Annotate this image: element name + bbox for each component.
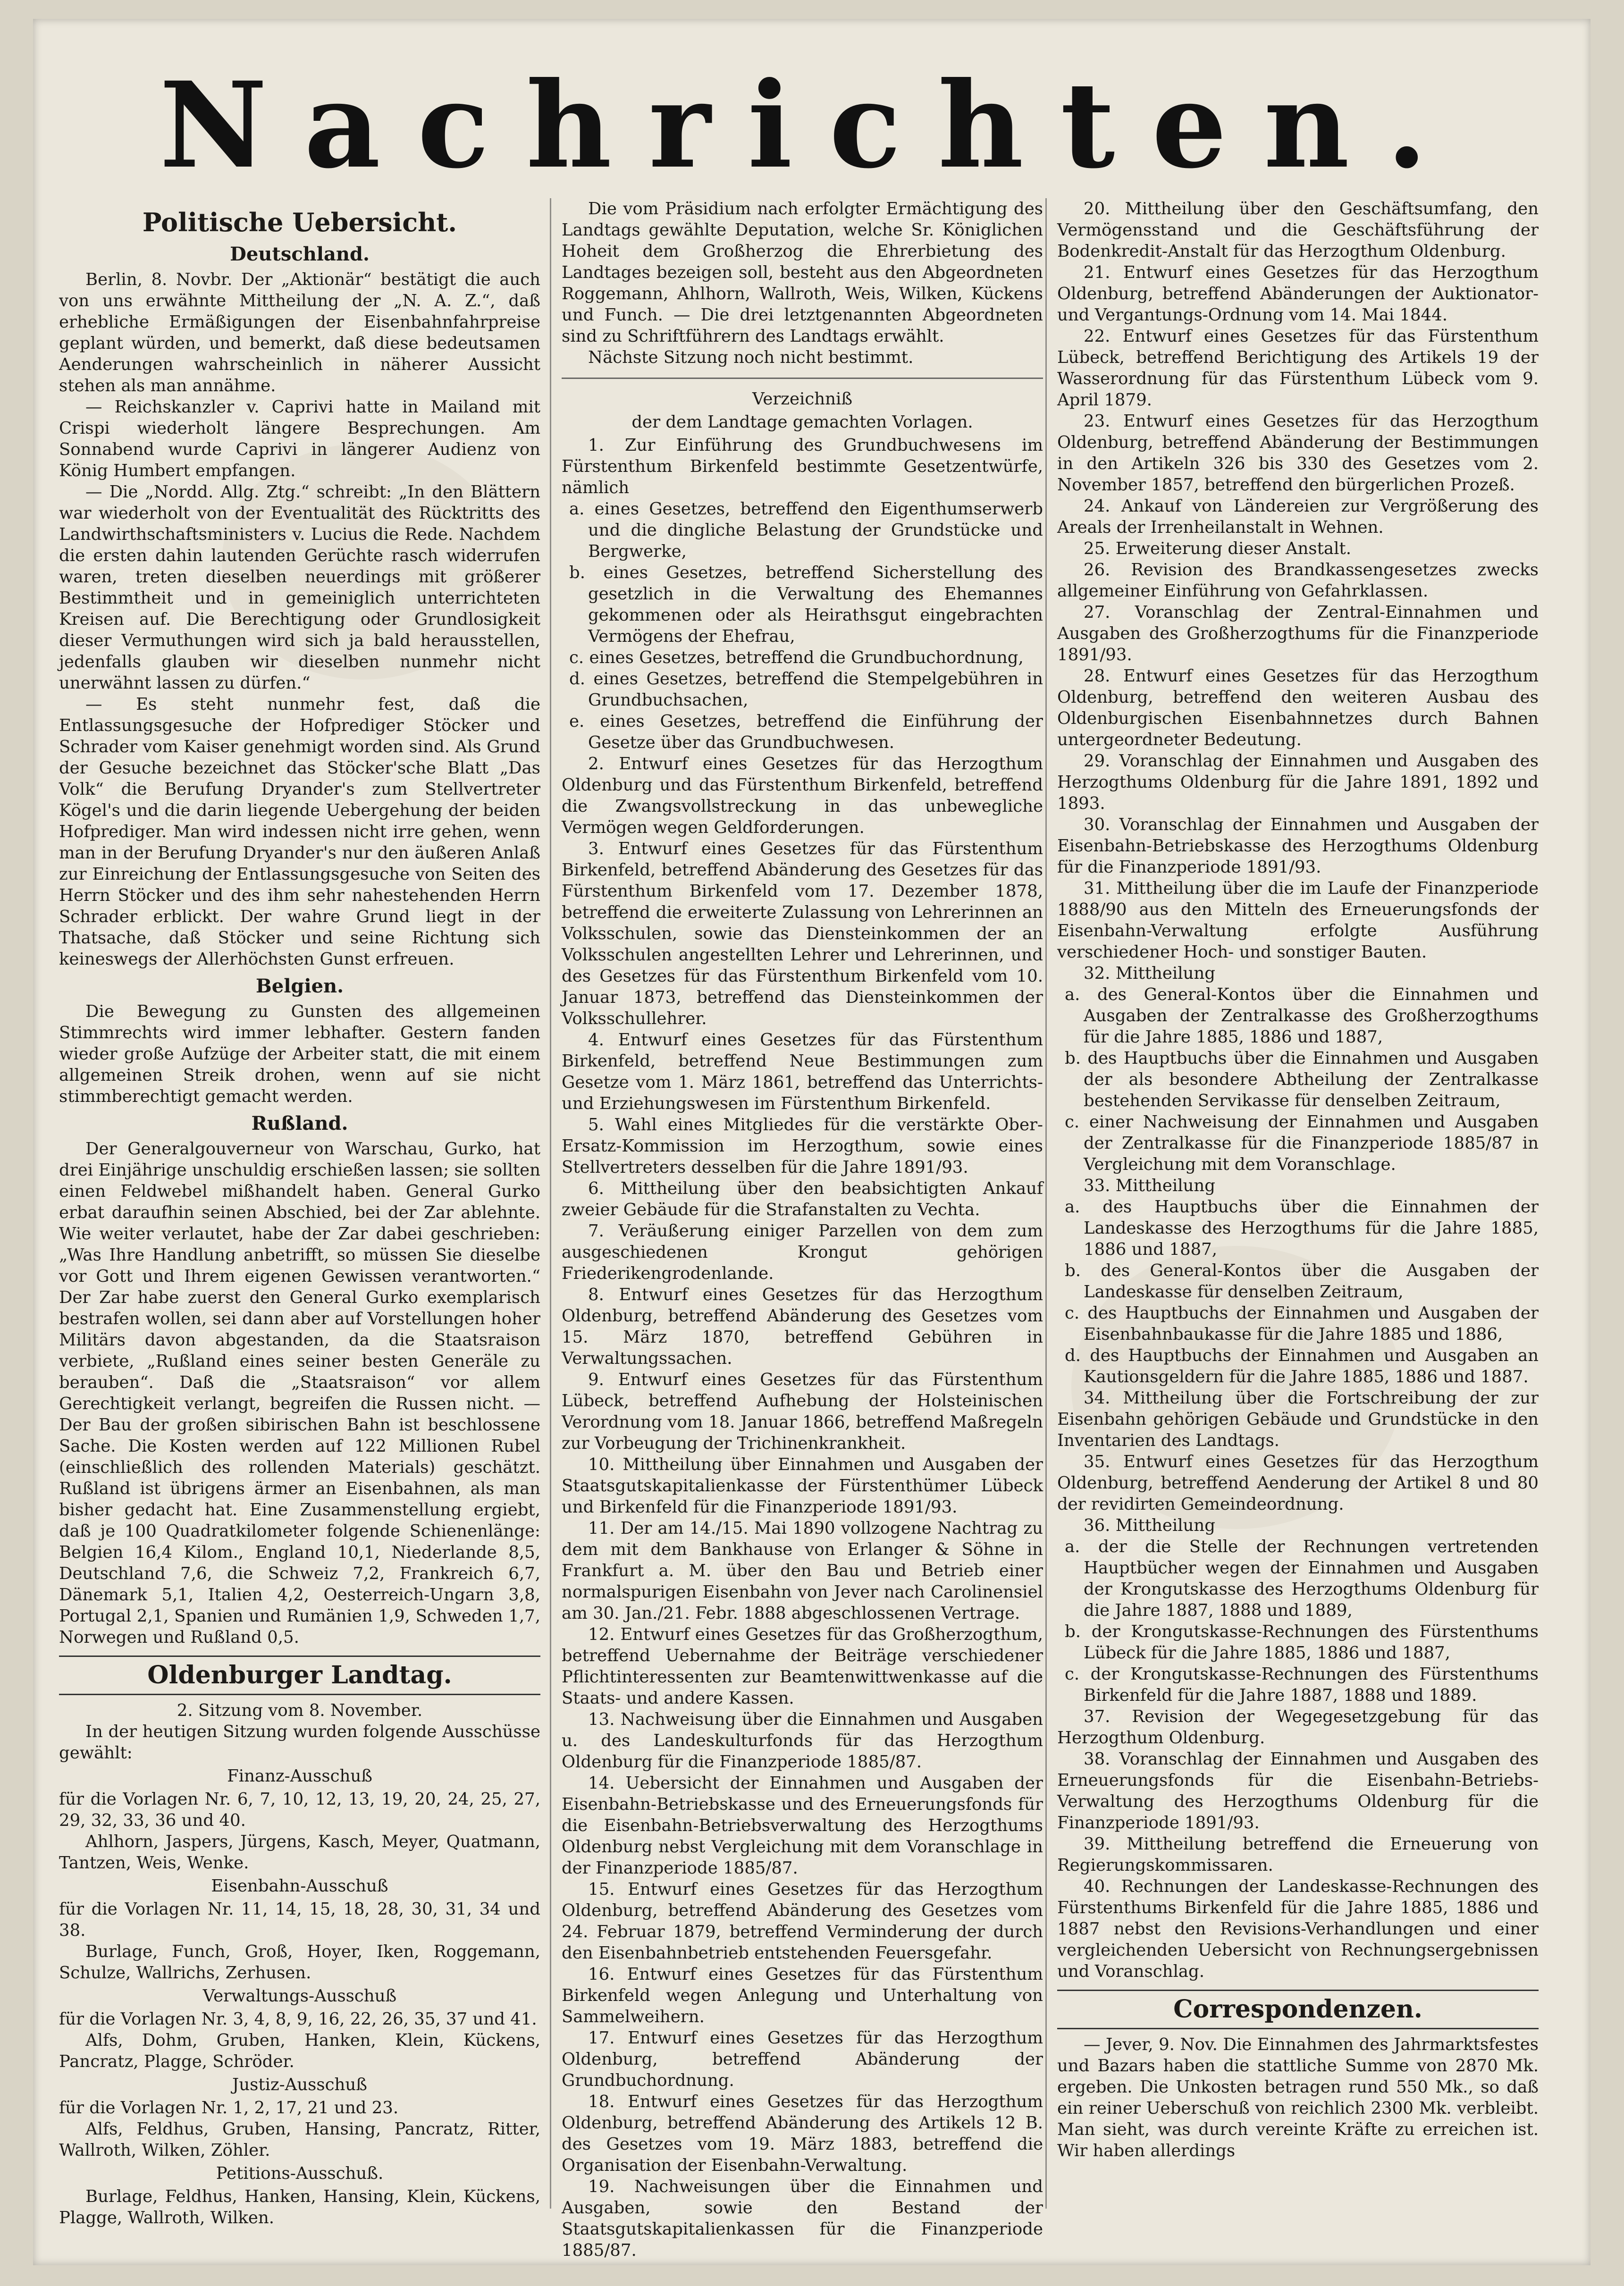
committee-title: Verwaltungs-Ausschuß: [202, 1986, 397, 2006]
list-item: 27. Voranschlag der Zentral-Einnahmen und Ausgaben des Großherzogthums für die Finanzperiode 1891/93.: [1057, 603, 1539, 664]
list-item: 5. Wahl eines Mitgliedes für die verstärkte Ober-Ersatz-Kommission im Herzogthum, sowie eines Stellvertreters desselben für die Jahre 1891/93.: [562, 1115, 1043, 1177]
list-title: Verzeichniß: [752, 389, 853, 409]
list-subitem: b. eines Gesetzes, betreffend Sicherstellung des gesetzlich in die Verwaltung des Ehemannes gekommenen oder als Heirathsgut eingebrachten Vermögens der Ehefrau,: [569, 563, 1043, 646]
list-subitem: c. des Hauptbuchs der Einnahmen und Ausgaben der Eisenbahnbaukasse für die Jahre 1885 und 1886,: [1065, 1303, 1539, 1344]
list-item: 21. Entwurf eines Gesetzes für das Herzogthum Oldenburg, betreffend Abänderungen der Auktionator- und Vergantungs-Ordnung vom 14. Mai 1844.: [1057, 263, 1539, 325]
list-item: 22. Entwurf eines Gesetzes für das Fürstenthum Lübeck, betreffend Berichtigung des Artikels 19 der Wasserordnung für das Fürstenthum Lübeck vom 9. April 1879.: [1057, 327, 1539, 410]
masthead: [33, 47, 1590, 203]
list-item: 14. Uebersicht der Einnahmen und Ausgaben der Eisenbahn-Betriebskasse und des Erneuerungsfonds für die Eisenbahn-Betriebsverwaltung des Herzogthums Oldenburg nebst Vergleichung mit dem Voranschlage in der Finanzperiode 1885/87.: [562, 1773, 1043, 1878]
list-item: 4. Entwurf eines Gesetzes für das Fürstenthum Birkenfeld, betreffend Neue Bestimmungen zum Gesetze vom 1. März 1861, betreffend das Unterrichts- und Erziehungswesen im Fürstenthum Birkenfeld.: [562, 1030, 1043, 1113]
list-item: 33. Mittheilung: [1084, 1176, 1216, 1195]
committee-members: Alfs, Dohm, Gruben, Hanken, Klein, Kückens, Pancratz, Plagge, Schröder.: [59, 2031, 540, 2071]
list-item: 17. Entwurf eines Gesetzes für das Herzogthum Oldenburg, betreffend Abänderung der Grundbuchordnung.: [562, 2028, 1043, 2090]
committee-text: für die Vorlagen Nr. 6, 7, 10, 12, 13, 19, 20, 24, 25, 27, 29, 32, 33, 36 und 40.: [59, 1790, 540, 1830]
committee-text: für die Vorlagen Nr. 1, 2, 17, 21 und 23.: [59, 2098, 399, 2118]
list-item: 37. Revision der Wegegesetzgebung für das Herzogthum Oldenburg.: [1057, 1707, 1539, 1748]
divider: [562, 378, 1043, 379]
committee-text: für die Vorlagen Nr. 3, 4, 8, 9, 16, 22, 26, 35, 37 und 41.: [59, 2009, 537, 2029]
list-subitem: e. eines Gesetzes, betreffend die Einführung der Gesetze über das Grundbuchwesen.: [569, 712, 1043, 752]
committee-members: Ahlhorn, Jaspers, Jürgens, Kasch, Meyer, Quatmann, Tantzen, Weis, Wenke.: [59, 1832, 540, 1873]
list-item: 31. Mittheilung über die im Laufe der Finanzperiode 1888/90 aus den Mitteln des Erneuerungsfonds der Eisenbahn-Verwaltung erfolgte Ausführung verschiedener Hoch- und sonstiger Bauten.: [1057, 879, 1539, 962]
list-subitem: b. des Hauptbuchs über die Einnahmen und Ausgaben der als besondere Abtheilung der Zentralkasse bestehenden Servikasse für denselben Zeitraum,: [1065, 1049, 1539, 1110]
list-item: 29. Voranschlag der Einnahmen und Ausgaben des Herzogthums Oldenburg für die Jahre 1891, 1892 und 1893.: [1057, 751, 1539, 813]
article-paragraph: Der Generalgouverneur von Warschau, Gurko, hat drei Einjährige unschuldig erschießen lassen; sie sollten einen Feldwebel mißhandelt haben. General Gurko erbat daraufhin seinen Abschied, bei der Zar ablehnte. Wie weiter verlautet, habe der Zar dabei geschrieben: „Was Ihre Handlung anbetrifft, so müssen Sie dieselbe vor Gott und Ihrem eigenen Gewissen verantworten.“ Der Zar habe zuerst den General Gurko exemplarisch bestrafen wollen, sei dann aber auf Vorstellungen hoher Militärs davon abgestanden, da die Staatsraison verbiete, „Rußland eines seiner besten Generäle zu berauben“. Daß die „Staatsraison“ vor allem Gerechtigkeit verlangt, begreifen die Russen nicht. — Der Bau der großen sibirischen Bahn ist beschlossene Sache. Die Kosten werden auf 122 Millionen Rubel (einschließlich des rollenden Materials) geschätzt. Rußland ist übrigens ärmer an Eisenbahnen, als man bisher gedacht hat. Eine Zusammenstellung ergiebt, daß je 100 Quadratkilometer folgende Schienenlänge: Belgien 16,4 Kilom., England 10,1, Niederlande 8,5, Deutschland 7,6, die Schweiz 7,2, Frankreich 6,7, Dänemark 5,1, Italien 4,2, Oesterreich-Ungarn 3,8, Portugal 2,1, Spanien und Rumänien 1,9, Schweden 1,7, Norwegen und Rußland 0,5.: [59, 1139, 540, 1647]
article-paragraph: Berlin, 8. Novbr. Der „Aktionär“ bestätigt die auch von uns erwähnte Mittheilung der „N. A. Z.“, daß erhebliche Ermäßigungen der Eisenbahnfahrpreise geplant würden, und bemerkt, daß diese bedeutsamen Aenderungen wahrscheinlich in näherer Aussicht stehen als man annähme.: [59, 270, 540, 395]
list-item: 9. Entwurf eines Gesetzes für das Fürstenthum Lübeck, betreffend Aufhebung der Holsteinischen Verordnung vom 18. Januar 1866, betreffend Maßregeln zur Vorbeugung der Trichinenkrankheit.: [562, 1370, 1043, 1453]
list-item: 11. Der am 14./15. Mai 1890 vollzogene Nachtrag zu dem mit dem Bankhause von Erlanger & Söhne in Frankfurt a. M. über den Bau und Betrieb einer normalspurigen Eisenbahn von Jever nach Carolinensiel am 30. Jan./21. Febr. 1888 abgeschlossenen Vertrage.: [562, 1519, 1043, 1623]
list-subitem: d. eines Gesetzes, betreffend die Stempelgebühren in Grundbuchsachen,: [569, 669, 1043, 710]
committee-text: für die Vorlagen Nr. 11, 14, 15, 18, 28, 30, 31, 34 und 38.: [59, 1899, 540, 1940]
list-item: 18. Entwurf eines Gesetzes für das Herzogthum Oldenburg, betreffend Abänderung des Artikels 12 B. des Gesetzes vom 19. März 1883, betreffend die Organisation der Eisenbahn-Verwaltung.: [562, 2092, 1043, 2175]
article-paragraph: Nächste Sitzung noch nicht bestimmt.: [588, 348, 914, 367]
list-item: 25. Erweiterung dieser Anstalt.: [1084, 539, 1351, 558]
article-paragraph: — Die „Nordd. Allg. Ztg.“ schreibt: „In den Blättern war wiederholt von der Eventualität des Rücktritts des Landwirthschaftsministers v. Lucius die Rede. Nachdem die ersten dahin lautenden Gerüchte rasch widerrufen waren, treten dieselben neuerdings mit größerer Bestimmtheit und in gemeiniglich unterrichteten Kreisen auf. Die Berechtigung oder Grundlosigkeit dieser Vermuthungen wird sich ja bald herausstellen, jedenfalls glauben wir dieselben nunmehr nicht unerwähnt lassen zu dürfen.“: [59, 482, 540, 693]
list-item: 35. Entwurf eines Gesetzes für das Herzogthum Oldenburg, betreffend Aenderung der Artikel 8 und 80 der revidirten Gemeindeordnung.: [1057, 1452, 1539, 1514]
list-subitem: d. des Hauptbuchs der Einnahmen und Ausgaben an Kautionsgeldern für die Jahre 1885, 1886 und 1887.: [1065, 1346, 1539, 1387]
list-subitem: a. eines Gesetzes, betreffend den Eigenthumserwerb und die dingliche Belastung der Grundstücke und Bergwerke,: [569, 499, 1043, 561]
list-subitem: a. der die Stelle der Rechnungen vertretenden Hauptbücher wegen der Einnahmen und Ausgaben der Krongutskasse des Herzogthums Oldenburg für die Jahre 1887, 1888 und 1889,: [1065, 1537, 1539, 1620]
list-item: 23. Entwurf eines Gesetzes für das Herzogthum Oldenburg, betreffend Abänderung der Bestimmungen in den Artikeln 326 bis 330 des Gesetzes vom 2. November 1857, betreffend den bürgerlichen Prozeß.: [1057, 412, 1539, 495]
list-item: 32. Mittheilung: [1084, 964, 1216, 983]
committee-title: Finanz-Ausschuß: [227, 1766, 372, 1786]
list-item: 3. Entwurf eines Gesetzes für das Fürstenthum Birkenfeld, betreffend Abänderung des Gesetzes für das Fürstenthum Birkenfeld vom 17. Dezember 1878, betreffend die erweiterte Zulassung von Lehrerinnen an Volksschulen, sowie das Diensteinkommen der an Volksschulen angestellten Lehrer und Lehrerinnen, und des Gesetzes für das Fürstenthum Birkenfeld vom 10. Januar 1873, betreffend das Diensteinkommen der Volksschullehrer.: [562, 839, 1043, 1028]
column-2: [562, 198, 1043, 2260]
list-item: 8. Entwurf eines Gesetzes für das Herzogthum Oldenburg, betreffend Abänderung des Gesetzes vom 15. März 1870, betreffend Gebühren in Verwaltungssachen.: [562, 1285, 1043, 1368]
list-item: 40. Rechnungen der Landeskasse-Rechnungen des Fürstenthums Birkenfeld für die Jahre 1885, 1886 und 1887 nebst den Revisions-Verhandlungen und einer vergleichenden Uebersicht von Rechnungsergebnissen und Voranschlag.: [1057, 1877, 1539, 1981]
list-subitem: b. des General-Kontos über die Ausgaben der Landeskasse für denselben Zeitraum,: [1065, 1261, 1539, 1302]
column-3: [1057, 198, 1539, 2218]
section-heading: Politische Uebersicht.: [142, 207, 457, 237]
committee-title: Petitions-Ausschuß.: [216, 2164, 384, 2183]
list-subitem: c. der Krongutskasse-Rechnungen des Fürstenthums Birkenfeld für die Jahre 1887, 1888 und 1889.: [1065, 1664, 1539, 1705]
list-item: 34. Mittheilung über die Fortschreibung der zur Eisenbahn gehörigen Gebäude und Grundstücke in den Inventarien des Landtags.: [1057, 1388, 1539, 1450]
subheading-belgien: Belgien.: [255, 975, 344, 997]
list-item: 10. Mittheilung über Einnahmen und Ausgaben der Staatsgutskapitalienkasse der Fürstenthümer Lübeck und Birkenfeld für die Finanzperiode 1891/93.: [562, 1455, 1043, 1517]
list-item: 12. Entwurf eines Gesetzes für das Großherzogthum, betreffend Uebernahme der Beiträge verschiedener Pflichtinteressenten zur Beamtenwittwenkasse auf die Staats- und andere Kassen.: [562, 1625, 1043, 1708]
subheading-deutschland: Deutschland.: [230, 243, 370, 265]
list-item: 6. Mittheilung über den beabsichtigten Ankauf zweier Gebäude für die Strafanstalten zu Vechta.: [562, 1179, 1043, 1219]
list-item: 36. Mittheilung: [1084, 1516, 1216, 1535]
column-1: [59, 198, 540, 2227]
session-line: 2. Sitzung vom 8. November.: [177, 1701, 423, 1720]
list-item: 20. Mittheilung über den Geschäftsumfang, den Vermögensstand und die Geschäftsführung der Bodenkredit-Anstalt für das Herzogthum Oldenburg.: [1057, 199, 1539, 261]
committee-members: Burlage, Feldhus, Hanken, Hansing, Klein, Kückens, Plagge, Wallroth, Wilken.: [59, 2187, 540, 2227]
committee-members: Alfs, Feldhus, Gruben, Hansing, Pancratz, Ritter, Wallroth, Wilken, Zöhler.: [59, 2119, 540, 2160]
section-heading-landtag: Oldenburger Landtag.: [59, 1656, 540, 1695]
list-subitem: b. der Krongutskasse-Rechnungen des Fürstenthums Lübeck für die Jahre 1885, 1886 und 1887,: [1065, 1622, 1539, 1663]
list-item: 28. Entwurf eines Gesetzes für das Herzogthum Oldenburg, betreffend den weiteren Ausbau des Oldenburgischen Eisenbahnnetzes durch Bahnen untergeordneter Bedeutung.: [1057, 666, 1539, 749]
list-item: 13. Nachweisung über die Einnahmen und Ausgaben u. des Landeskulturfonds für das Herzogthum Oldenburg für die Finanzperiode 1885/87.: [562, 1710, 1043, 1772]
article-paragraph: Die vom Präsidium nach erfolgter Ermächtigung des Landtags gewählte Deputation, welche Sr. Königlichen Hoheit dem Großherzog die Ehrerbietung des Landtages bezeigen soll, besteht aus den Abgeordneten Roggemann, Ahlhorn, Wallroth, Weis, Wilken, Kückens und Funch. — Die drei letztgenannten Abgeordneten sind zu Schriftführern des Landtags erwählt.: [562, 199, 1043, 346]
list-item: 16. Entwurf eines Gesetzes für das Fürstenthum Birkenfeld wegen Anlegung und Unterhaltung von Sammelweihern.: [562, 1965, 1043, 2026]
list-item: 19. Nachweisungen über die Einnahmen und Ausgaben, sowie den Bestand der Staatsgutskapitalienkassen für die Finanzperiode 1885/87.: [562, 2177, 1043, 2260]
list-item: 30. Voranschlag der Einnahmen und Ausgaben der Eisenbahn-Betriebskasse des Herzogthums Oldenburg für die Finanzperiode 1891/93.: [1057, 815, 1539, 877]
committee-title: Justiz-Ausschuß: [232, 2075, 367, 2094]
list-item: 26. Revision des Brandkassengesetzes zwecks allgemeiner Einführung von Gefahrklassen.: [1057, 560, 1539, 601]
column-rule: [1045, 198, 1047, 2209]
list-item: 7. Veräußerung einiger Parzellen von dem zum ausgeschiedenen Krongut gehörigen Friederikengrodenlande.: [562, 1221, 1043, 1283]
column-rule: [550, 198, 551, 2209]
list-item: 24. Ankauf von Ländereien zur Vergrößerung des Areals der Irrenheilanstalt in Wehnen.: [1057, 496, 1539, 537]
masthead-title: Nachrichten.: [159, 56, 1464, 194]
list-subtitle: der dem Landtage gemachten Vorlagen.: [631, 412, 973, 432]
newspaper-page: [33, 19, 1590, 2265]
committee-title: Eisenbahn-Ausschuß: [211, 1876, 388, 1896]
list-subitem: a. des General-Kontos über die Einnahmen und Ausgaben der Zentralkasse des Großherzogthums für die Jahre 1885, 1886 und 1887,: [1065, 985, 1539, 1047]
list-item: 39. Mittheilung betreffend die Erneuerung von Regierungskommissaren.: [1057, 1834, 1539, 1875]
list-subitem: a. des Hauptbuchs über die Einnahmen der Landeskasse des Herzogthums für die Jahre 1885, 1886 und 1887,: [1065, 1197, 1539, 1259]
subheading-russland: Rußland.: [251, 1112, 348, 1135]
article-paragraph: — Reichskanzler v. Caprivi hatte in Mailand mit Crispi wiederholt längere Besprechungen. Am Sonnabend wurde Caprivi in längerer Audienz von König Humbert empfangen.: [59, 397, 540, 480]
list-subitem: c. eines Gesetzes, betreffend die Grundbuchordnung,: [569, 648, 1024, 667]
list-subitem: c. einer Nachweisung der Einnahmen und Ausgaben der Zentralkasse für die Finanzperiode 1885/87 in Vergleichung mit dem Voranschlage.: [1065, 1112, 1539, 1174]
article-paragraph: Die Bewegung zu Gunsten des allgemeinen Stimmrechts wird immer lebhafter. Gestern fanden wieder große Aufzüge der Arbeiter statt, die mit einem allgemeinen Streik drohen, wenn auf sie nicht stimmberechtigt gemacht werden.: [59, 1002, 540, 1106]
list-item: 2. Entwurf eines Gesetzes für das Herzogthum Oldenburg und das Fürstenthum Birkenfeld, betreffend die Zwangsvollstreckung in das unbewegliche Vermögen wegen Geldforderungen.: [562, 754, 1043, 837]
section-heading-correspondenzen: Correspondenzen.: [1057, 1990, 1539, 2029]
article-paragraph: — Es steht nunmehr fest, daß die Entlassungsgesuche der Hofprediger Stöcker und Schrader vom Kaiser genehmigt worden sind. Als Grund der Gesuche bezeichnet das Stöcker'sche Blatt „Das Volk“ die Berufung Dryander's zum Stellvertreter Kögel's und die darin liegende Uebergehung der beiden Hofprediger. Man wird indessen nicht irre gehen, wenn man in der Berufung Dryander's nur den äußeren Anlaß zur Einreichung der Entlassungsgesuche von Seiten des Herrn Stöcker und des ihm sehr nahestehenden Herrn Schrader erblickt. Der wahre Grund liegt in der Thatsache, daß Stöcker und seine Richtung sich keineswegs der Allerhöchsten Gunst erfreuen.: [59, 695, 540, 969]
committee-members: Burlage, Funch, Groß, Hoyer, Iken, Roggemann, Schulze, Wallrichs, Zerhusen.: [59, 1942, 540, 1983]
article-paragraph: In der heutigen Sitzung wurden folgende Ausschüsse gewählt:: [59, 1722, 540, 1763]
list-item: 1. Zur Einführung des Grundbuchwesens im Fürstenthum Birkenfeld bestimmte Gesetzentwürfe, nämlich: [562, 436, 1043, 497]
list-item: 38. Voranschlag der Einnahmen und Ausgaben des Erneuerungsfonds für die Eisenbahn-Betriebs-Verwaltung des Herzogthums Oldenburg für die Finanzperiode 1891/93.: [1057, 1749, 1539, 1832]
list-item: 15. Entwurf eines Gesetzes für das Herzogthum Oldenburg, betreffend Abänderung des Gesetzes vom 24. Februar 1879, betreffend Verminderung der durch den Eisenbahnbetrieb entstehenden Feuersgefahr.: [562, 1880, 1043, 1963]
article-paragraph: — Jever, 9. Nov. Die Einnahmen des Jahrmarktsfestes und Bazars haben die stattliche Summe von 2870 Mk. ergeben. Die Unkosten betragen rund 550 Mk., so daß ein reiner Ueberschuß von reichlich 2300 Mk. verbleibt. Man sieht, was durch vereinte Kräfte zu erreichen ist. Wir haben allerdings: [1057, 2035, 1539, 2160]
